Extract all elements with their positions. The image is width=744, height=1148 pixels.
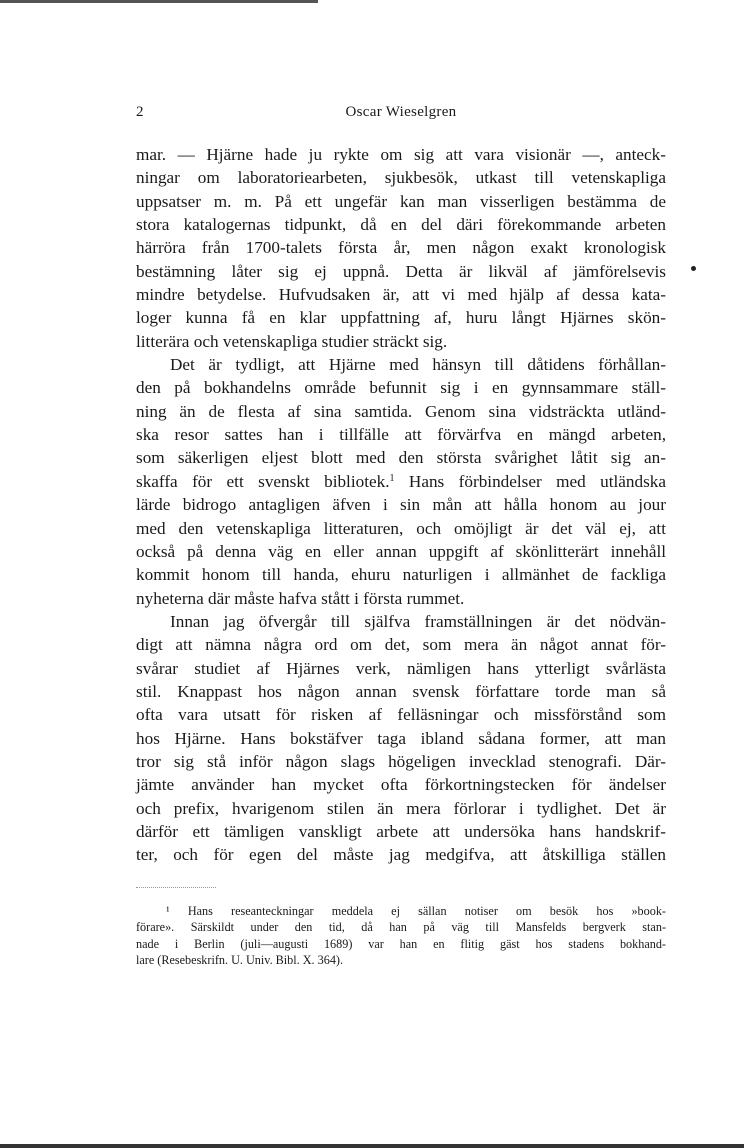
footnote-line: lare (Resebeskrifn. U. Univ. Bibl. X. 364). (136, 952, 344, 967)
footnote (136, 903, 666, 968)
text-line: härröra från 1700-talets första år, men någon exakt kronologisk (136, 238, 666, 258)
text-segment: Hans förbindelser med utländska (394, 471, 666, 491)
text-line: kommit honom till handa, ehuru naturligen i allmänhet de fackliga (136, 565, 666, 585)
text-line: Det är tydligt, att Hjärne med hänsyn till dåtidens förhållan- (170, 355, 666, 375)
footnote-line: förare». Särskildt under den tid, då han på väg till Mansfelds bergverk stan- (136, 920, 666, 935)
text-line: jämte använder han mycket ofta förkortningstecken för ändelser (136, 775, 666, 795)
running-title: Oscar Wieselgren (345, 104, 457, 120)
text-line-with-footnote (136, 470, 666, 493)
text-line: mindre betydelse. Hufvudsaken är, att vi med hjälp af dessa kata- (136, 285, 666, 305)
text-line: ofta vara utsatt för risken af felläsningar och missförstånd som (136, 705, 666, 725)
footnote-line: nade i Berlin (juli—augusti 1689) var han en flitig gäst hos stadens bokhand- (136, 936, 666, 951)
text-line: hos Hjärne. Hans bokstäfver taga ibland sådana former, att man (136, 728, 666, 748)
page-header (136, 104, 666, 128)
scan-edge-bottom (0, 1144, 744, 1148)
text-line: digt att nämna några ord om det, som mera än något annat för- (136, 635, 666, 655)
text-line: tror sig stå inför någon slags högeligen invecklad stenografi. Där- (136, 751, 666, 771)
text-line: uppsatser m. m. På ett ungefär kan man visserligen bestämma de (136, 191, 666, 211)
text-line: med den vetenskapliga litteraturen, och omöjligt är det väl ej, att (136, 518, 666, 538)
text-line: därför ett tämligen vanskligt arbete att undersöka hans handskrif- (136, 821, 666, 841)
text-line: litterära och vetenskapliga studier sträckt sig. (136, 331, 448, 351)
footnote-marker: 1 (389, 472, 395, 484)
text-line: ning än de flesta af sina samtida. Genom sina vidsträckta utländ- (136, 401, 666, 421)
text-line: också på denna väg en eller annan uppgift af skönlitterärt innehåll (136, 541, 666, 561)
text-line: stil. Knappast hos någon annan svensk författare torde man så (136, 681, 666, 701)
text-line: bestämning låter sig ej uppnå. Detta är likväl af jämförelsevis (136, 261, 666, 281)
footnote-divider (136, 887, 216, 888)
text-line: den på bokhandelns område befunnit sig i en gynnsammare ställ- (136, 378, 666, 398)
text-line: lärde bidrogo antagligen äfven i sin mån att hålla honom au jour (136, 495, 666, 515)
text-line: nyheterna där måste hafva stått i första rummet. (136, 588, 465, 608)
text-segment: skaffa för ett svenskt bibliotek. (136, 471, 390, 491)
text-line: mar. — Hjärne hade ju rykte om sig att vara visionär —, anteck- (136, 145, 666, 164)
text-line: som säkerligen eljest blott med den största svårighet låtit sig an- (136, 448, 666, 468)
text-line: ningar om laboratoriearbeten, sjukbesök, utkast till vetenskapliga (136, 168, 666, 188)
scan-edge-top (0, 0, 318, 3)
page-number: 2 (136, 104, 144, 120)
text-line: stora katalogernas tidpunkt, då en del däri förekommande arbeten (136, 215, 666, 235)
footnote-line: ¹ Hans reseanteckningar meddela ej sällan notiser om besök hos »book- (166, 904, 666, 918)
text-line: loger kunna få en klar uppfattning af, huru långt Hjärnes skön- (136, 308, 666, 328)
margin-mark (691, 266, 696, 271)
text-line: ter, och för egen del måste jag medgifva, att åtskilliga ställen (136, 845, 666, 865)
text-line: ska resor sattes han i tillfälle att förvärfva en mängd arbeten, (136, 425, 666, 445)
text-line: och prefix, hvarigenom stilen än mera förlorar i tydlighet. Det är (136, 798, 666, 818)
body-text (136, 143, 666, 867)
text-line: svårar studiet af Hjärnes verk, nämligen hans ytterligt svårlästa (136, 658, 666, 678)
text-line: Innan jag öfvergår till själfva framställningen är det nödvän- (170, 611, 666, 631)
